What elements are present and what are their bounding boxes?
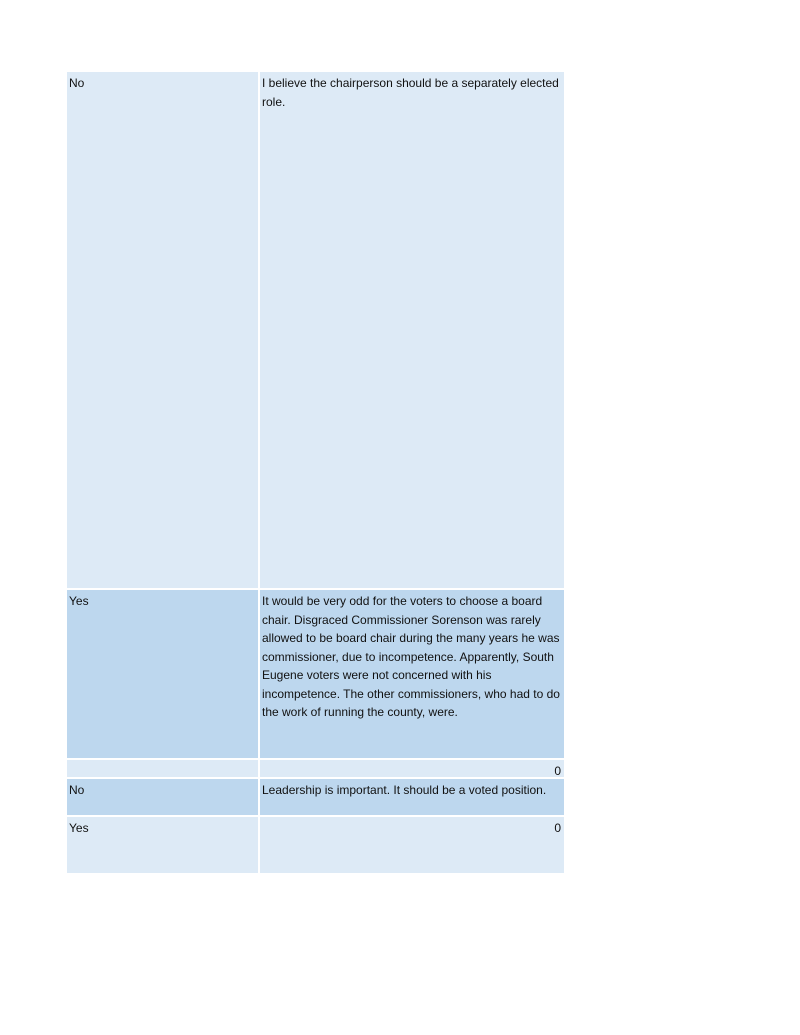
answer-cell[interactable]: No (67, 72, 260, 588)
answer-cell[interactable]: No (67, 779, 260, 815)
answer-cell[interactable]: Yes (67, 590, 260, 758)
table-row (67, 760, 564, 779)
table-row (67, 72, 564, 590)
value-cell[interactable]: 0 (554, 764, 561, 778)
value-cell[interactable]: 0 (554, 821, 561, 835)
comment-cell[interactable]: I believe the chairperson should be a separately elected role. (262, 76, 559, 109)
response-table (67, 72, 564, 873)
comment-cell[interactable]: It would be very odd for the voters to choose a board chair. Disgraced Commissioner Sorenson was rarely allowed to be board chair during the many years he was commissioner, due to incompetence. Apparently, South Eugene voters were not concerned with his incompetence. The other commissioners, who had to do the work of running the county, were. (262, 594, 560, 719)
table-row (67, 817, 564, 873)
table-row (67, 590, 564, 760)
answer-cell[interactable] (67, 760, 260, 777)
table-row (67, 779, 564, 817)
answer-cell[interactable]: Yes (67, 817, 260, 873)
comment-cell[interactable]: Leadership is important. It should be a voted position. (262, 783, 547, 797)
